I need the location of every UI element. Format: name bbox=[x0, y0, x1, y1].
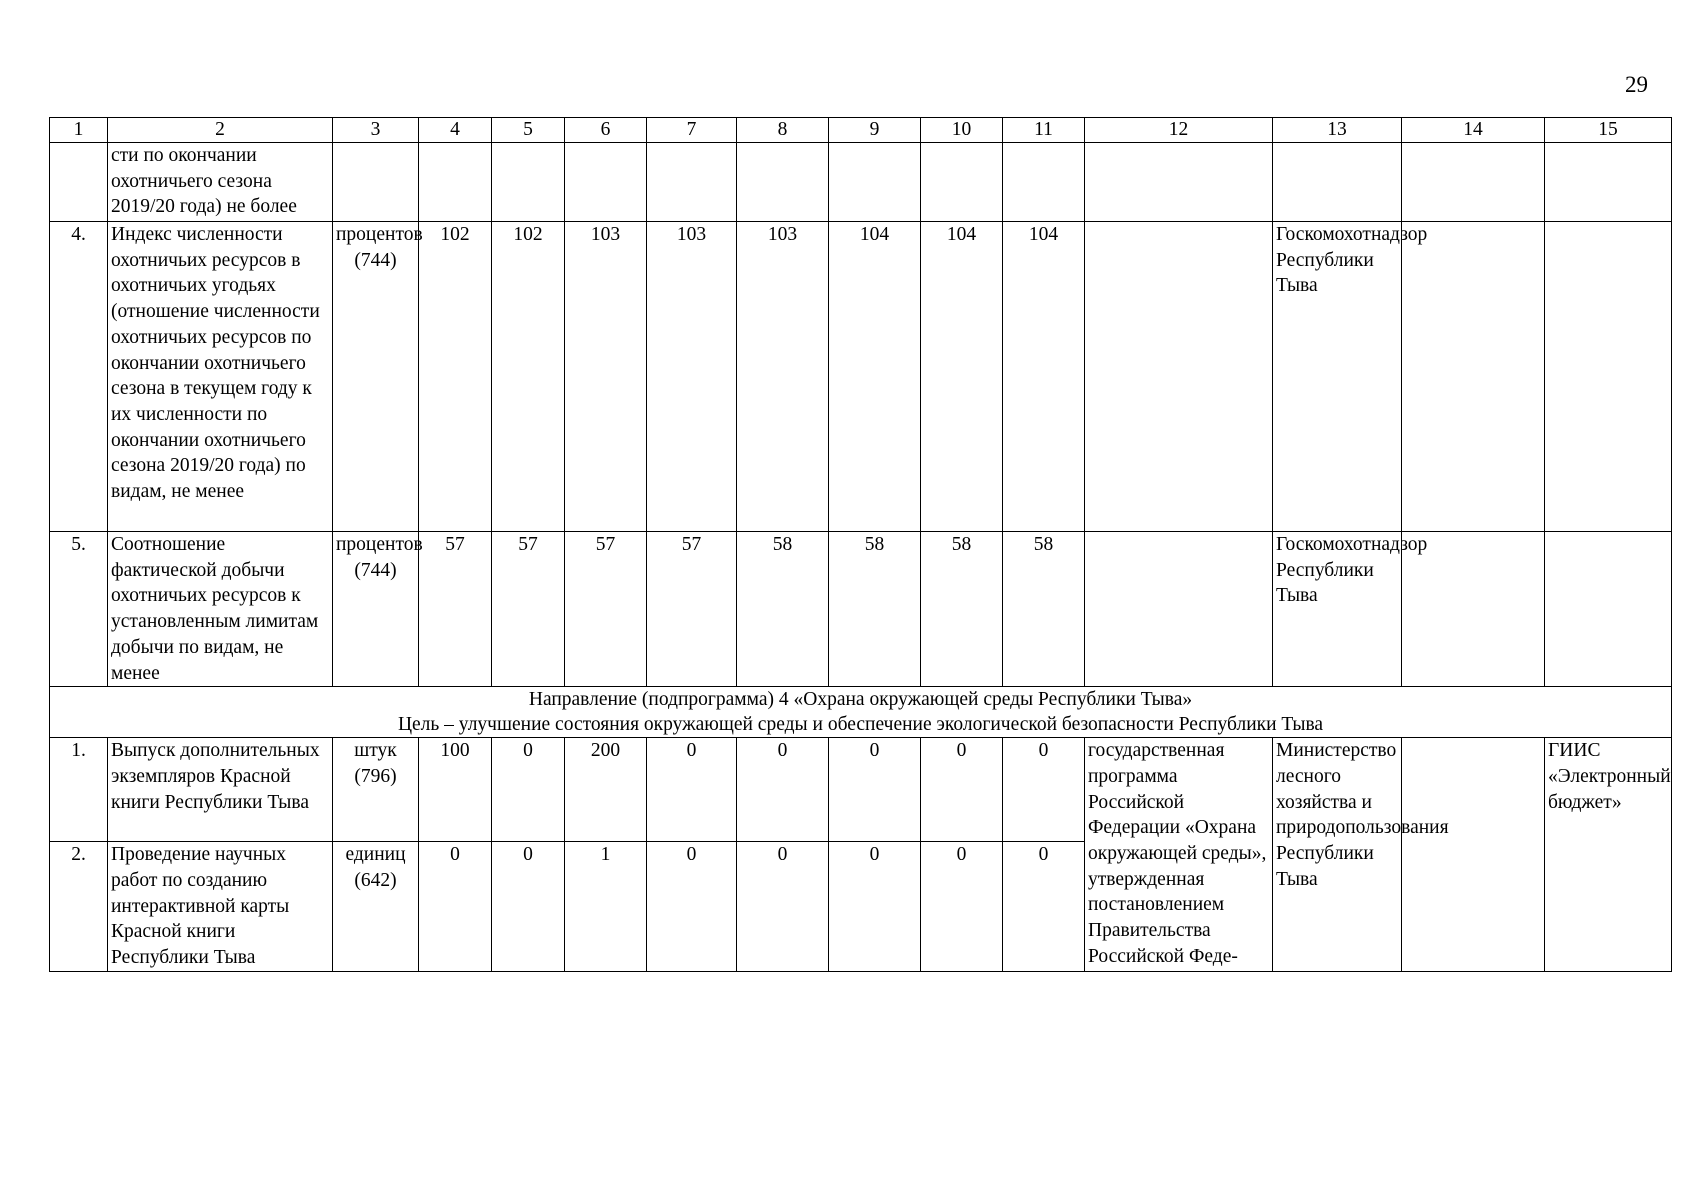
table-row-continuation bbox=[50, 143, 1672, 222]
program-cell bbox=[1085, 532, 1273, 687]
column-header: 11 bbox=[1003, 118, 1085, 143]
section-goal: Цель – улучшение состояния окружающей среды и обеспечение экологической безопасности Республики Тыва bbox=[397, 714, 1324, 736]
value-cell: 57 bbox=[419, 532, 492, 687]
value-cell: 100 bbox=[419, 738, 492, 842]
row-number: 4. bbox=[50, 222, 108, 532]
indicator-name: сти по окончании охотничьего сезона 2019/20 года) не более bbox=[108, 143, 333, 222]
value-cell: 104 bbox=[921, 222, 1003, 532]
value-cell: 102 bbox=[492, 222, 565, 532]
program-cell: государственная программа Российской Федерации «Охрана окружающей среды», утвержденная постановлением Правительства Российской Феде- bbox=[1085, 738, 1273, 972]
cell-15 bbox=[1545, 532, 1672, 687]
value-cell: 0 bbox=[921, 842, 1003, 972]
value-cell: 103 bbox=[737, 222, 829, 532]
program-cell bbox=[1085, 222, 1273, 532]
funding-source-cell: ГИИС «Электронный бюджет» bbox=[1545, 738, 1672, 972]
value-cell: 58 bbox=[1003, 532, 1085, 687]
column-header: 1 bbox=[50, 118, 108, 143]
value-cell: 58 bbox=[737, 532, 829, 687]
value-cell: 103 bbox=[565, 222, 647, 532]
column-header: 6 bbox=[565, 118, 647, 143]
responsible-cell: Министерство лесного хозяйства и природопользования Республики Тыва bbox=[1273, 738, 1402, 972]
column-header: 10 bbox=[921, 118, 1003, 143]
table-row bbox=[50, 222, 1672, 532]
row-number bbox=[50, 143, 108, 222]
value-cell: 57 bbox=[492, 532, 565, 687]
value-cell: 0 bbox=[1003, 842, 1085, 972]
value-cell: 0 bbox=[492, 842, 565, 972]
value-cell: 0 bbox=[829, 738, 921, 842]
value-cell: 57 bbox=[565, 532, 647, 687]
column-header: 3 bbox=[333, 118, 419, 143]
cell-15 bbox=[1545, 222, 1672, 532]
unit-cell: процентов (744) bbox=[333, 222, 419, 532]
row-number: 5. bbox=[50, 532, 108, 687]
value-cell: 102 bbox=[419, 222, 492, 532]
column-header: 14 bbox=[1402, 118, 1545, 143]
value-cell: 0 bbox=[419, 842, 492, 972]
column-header: 13 bbox=[1273, 118, 1402, 143]
column-header: 5 bbox=[492, 118, 565, 143]
value-cell: 0 bbox=[829, 842, 921, 972]
value-cell: 57 bbox=[647, 532, 737, 687]
value-cell: 0 bbox=[492, 738, 565, 842]
column-header: 7 bbox=[647, 118, 737, 143]
indicator-name: Соотношение фактической добычи охотничьих ресурсов к установленным лимитам добычи по видам, не менее bbox=[108, 532, 333, 687]
value-cell: 200 bbox=[565, 738, 647, 842]
value-cell: 58 bbox=[829, 532, 921, 687]
value-cell: 0 bbox=[737, 738, 829, 842]
value-cell: 0 bbox=[737, 842, 829, 972]
indicator-name: Выпуск дополнительных экземпляров Красной книги Республики Тыва bbox=[108, 738, 333, 842]
indicator-name: Проведение научных работ по созданию интерактивной карты Красной книги Республики Тыва bbox=[108, 842, 333, 972]
unit-cell: единиц (642) bbox=[333, 842, 419, 972]
column-header: 9 bbox=[829, 118, 921, 143]
value-cell: 0 bbox=[647, 738, 737, 842]
row-number: 2. bbox=[50, 842, 108, 972]
responsible-cell: Госкомохотнадзор Республики Тыва bbox=[1273, 532, 1402, 687]
column-header: 4 bbox=[419, 118, 492, 143]
unit-cell: штук (796) bbox=[333, 738, 419, 842]
value-cell: 103 bbox=[647, 222, 737, 532]
value-cell: 0 bbox=[921, 738, 1003, 842]
responsible-cell: Госкомохотнадзор Республики Тыва bbox=[1273, 222, 1402, 532]
value-cell: 0 bbox=[647, 842, 737, 972]
section-header bbox=[50, 687, 1672, 738]
column-header: 8 bbox=[737, 118, 829, 143]
row-number: 1. bbox=[50, 738, 108, 842]
cell-14 bbox=[1402, 738, 1545, 972]
value-cell: 104 bbox=[829, 222, 921, 532]
value-cell: 58 bbox=[921, 532, 1003, 687]
page-number: 29 bbox=[1625, 72, 1648, 97]
column-header: 15 bbox=[1545, 118, 1672, 143]
section-title: Направление (подпрограмма) 4 «Охрана окружающей среды Республики Тыва» bbox=[528, 689, 1193, 711]
column-header: 12 bbox=[1085, 118, 1273, 143]
table-row bbox=[50, 738, 1672, 842]
value-cell: 104 bbox=[1003, 222, 1085, 532]
column-header: 2 bbox=[108, 118, 333, 143]
indicators-table bbox=[49, 117, 1672, 972]
value-cell: 0 bbox=[1003, 738, 1085, 842]
unit-cell: процентов (744) bbox=[333, 532, 419, 687]
value-cell: 1 bbox=[565, 842, 647, 972]
cell-14 bbox=[1402, 222, 1545, 532]
section-header-row bbox=[50, 687, 1672, 738]
table-row bbox=[50, 532, 1672, 687]
indicator-name: Индекс численности охотничьих ресурсов в охотничьих угодьях (отношение численности охотничьих ресурсов по окончании охотничьего сезона в текущем году к их численности по окончании охотничьего сезона 2019/20 года) по видам, не менее bbox=[108, 222, 333, 532]
column-number-row bbox=[50, 118, 1672, 143]
